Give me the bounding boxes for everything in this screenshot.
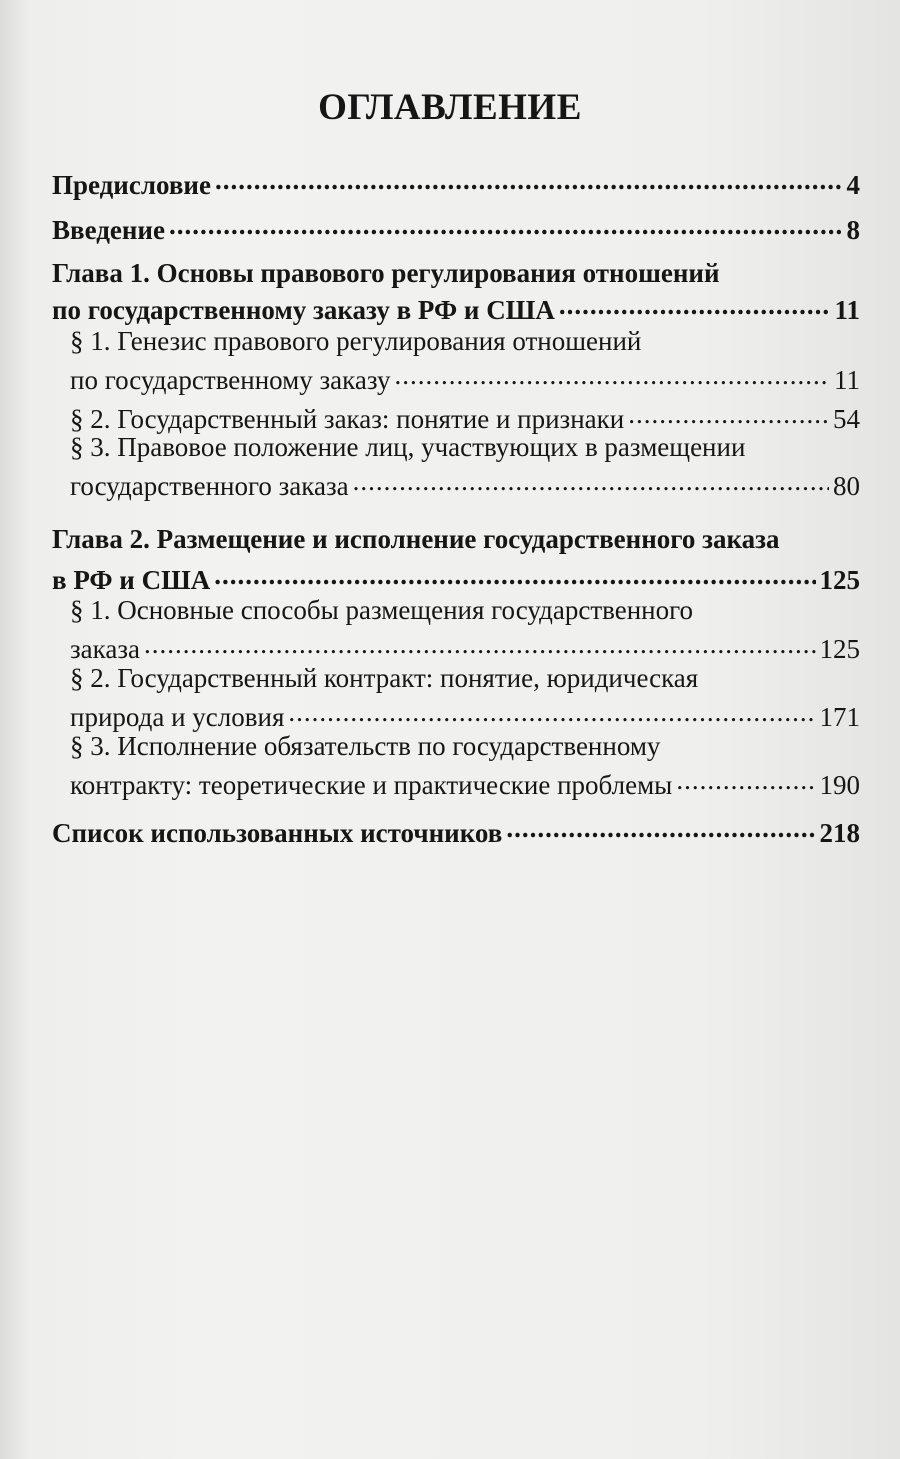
dot-leader [288, 694, 815, 726]
toc-page-number: 11 [834, 295, 860, 325]
toc-entry-text: по государственному заказу [70, 365, 391, 395]
toc-page-number: 171 [819, 702, 860, 732]
toc-entry-ch2-sec3-line1[interactable]: § 3. Исполнение обязательств по государственному [70, 731, 661, 761]
toc-entry-chapter-1-line1[interactable]: Глава 1. Основы правового регулирования отношений [52, 258, 720, 288]
toc-entry-ch2-sec3[interactable] [70, 762, 860, 801]
toc-entry-ch2-sec2-line1[interactable]: § 2. Государственный контракт: понятие, юридическая [70, 663, 699, 693]
toc-entry-ch1-sec1-line1[interactable]: § 1. Генезис правового регулирования отношений [70, 326, 642, 356]
toc-entry-text: Список использованных источников [52, 818, 503, 848]
toc-entry-ch1-sec3-line1[interactable]: § 3. Правовое положение лиц, участвующих в размещении [70, 432, 746, 462]
dot-leader [506, 810, 815, 842]
toc-entry-ch1-sec1[interactable] [70, 357, 860, 396]
toc-entry-text: § 2. Государственный заказ: понятие и признаки [70, 404, 625, 434]
toc-page-number: 4 [846, 170, 860, 200]
toc-entry-ch1-sec3[interactable] [70, 463, 860, 502]
toc-entry-chapter-2-line1[interactable]: Глава 2. Размещение и исполнение государственного заказа [52, 524, 780, 554]
toc-entry-text: по государственному заказу в РФ и США [52, 295, 555, 325]
toc-page-number: 11 [834, 365, 860, 395]
toc-entry-preface[interactable] [52, 162, 860, 201]
toc-entry-chapter-2[interactable] [52, 557, 860, 596]
toc-entry-introduction[interactable] [52, 207, 860, 246]
toc-title: ОГЛАВЛЕНИЕ [318, 87, 582, 128]
toc-entry-ch2-sec1[interactable] [70, 626, 860, 665]
dot-leader [169, 207, 843, 239]
dot-leader [676, 762, 815, 794]
dot-leader [144, 626, 816, 658]
toc-page-number: 218 [819, 818, 860, 848]
toc-entry-bibliography[interactable] [52, 810, 860, 849]
dot-leader [394, 357, 830, 389]
toc-entry-ch2-sec2[interactable] [70, 694, 860, 733]
toc-page-number: 125 [819, 634, 860, 664]
toc-entry-text: Предисловие [52, 170, 211, 200]
dot-leader [214, 557, 815, 589]
toc-entry-text: Введение [52, 215, 165, 245]
dot-leader [215, 162, 843, 194]
dot-leader [628, 396, 829, 428]
dot-leader [353, 463, 829, 495]
toc-entry-text: природа и условия [70, 702, 285, 732]
toc-entry-text: государственного заказа [70, 471, 349, 501]
toc-entry-chapter-1[interactable] [52, 287, 860, 326]
dot-leader [559, 287, 831, 319]
toc-entry-ch2-sec1-line1[interactable]: § 1. Основные способы размещения государственного [70, 595, 694, 625]
toc-page-number: 80 [833, 471, 860, 501]
toc-page-number: 54 [833, 404, 860, 434]
toc-entry-text: в РФ и США [52, 565, 211, 595]
toc-page-number: 125 [819, 565, 860, 595]
toc-entry-text: контракту: теоретические и практические проблемы [70, 770, 673, 800]
toc-page-number: 190 [819, 770, 860, 800]
toc-entry-ch1-sec2[interactable] [70, 396, 860, 435]
toc-entry-text: заказа [70, 634, 140, 664]
toc-page-number: 8 [846, 215, 860, 245]
